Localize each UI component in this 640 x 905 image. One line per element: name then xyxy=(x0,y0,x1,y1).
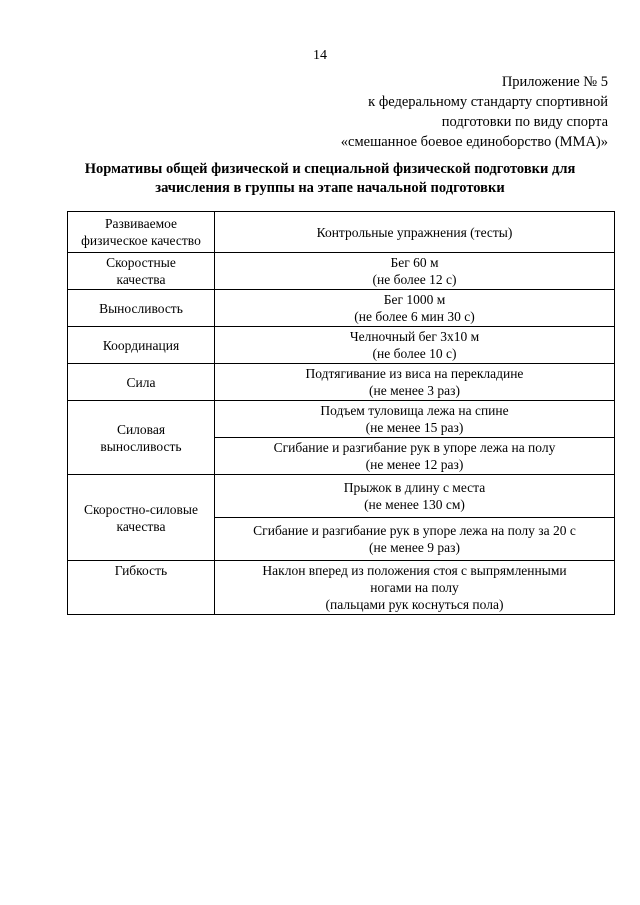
document-title xyxy=(60,160,600,198)
quality-cell xyxy=(68,561,215,615)
test-cell xyxy=(215,401,615,438)
table-header-row xyxy=(68,212,615,253)
header-tests-cell xyxy=(215,212,615,253)
quality-cell xyxy=(68,253,215,290)
test-line: Сгибание и разгибание рук в упоре лежа на полу xyxy=(273,440,556,455)
title-line: зачисления в группы на этапе начальной подготовки xyxy=(155,180,505,196)
appendix-line: Приложение № 5 xyxy=(501,74,608,90)
test-cell xyxy=(215,561,615,615)
test-line: Прыжок в длину с места xyxy=(343,480,486,495)
test-line: Бег 60 м xyxy=(390,255,439,270)
test-line: Челночный бег 3x10 м xyxy=(349,329,480,344)
quality-line: Скоростно-силовые xyxy=(84,501,198,517)
table-row xyxy=(68,290,615,327)
test-line: (не менее 12 раз) xyxy=(365,457,464,472)
test-line: Бег 1000 м xyxy=(383,292,446,307)
quality-cell xyxy=(68,327,215,364)
quality-line: Координация xyxy=(102,337,180,353)
quality-line: качества xyxy=(116,518,166,534)
quality-line: качества xyxy=(116,272,166,287)
test-cell xyxy=(215,438,615,475)
test-line: Сгибание и разгибание рук в упоре лежа на полу за 20 с xyxy=(253,523,576,538)
test-cell xyxy=(215,475,615,518)
standards-table xyxy=(67,211,615,615)
quality-line: Выносливость xyxy=(99,300,183,316)
header-quality-line: Развиваемое xyxy=(104,216,178,231)
quality-line: Сила xyxy=(126,374,156,390)
table-row xyxy=(68,253,615,290)
title-line: Нормативы общей физической и специальной физической подготовки для xyxy=(84,161,576,177)
test-line: (не более 10 с) xyxy=(372,346,457,361)
quality-line: выносливость xyxy=(100,438,182,454)
test-line: Наклон вперед из положения стоя с выпрямленными xyxy=(262,563,567,578)
quality-cell xyxy=(68,290,215,327)
quality-line: Гибкость xyxy=(114,563,168,578)
quality-cell xyxy=(68,475,215,561)
test-cell xyxy=(215,327,615,364)
header-quality-line: физическое качество xyxy=(81,233,201,248)
test-line: (не более 12 с) xyxy=(372,272,457,287)
header-quality-cell xyxy=(68,212,215,253)
appendix-line: «смешанное боевое единоборство (ММА)» xyxy=(340,134,608,150)
test-cell xyxy=(215,364,615,401)
table-row xyxy=(68,327,615,364)
test-cell xyxy=(215,290,615,327)
appendix-line: к федеральному стандарту спортивной xyxy=(368,94,608,110)
test-cell xyxy=(215,518,615,561)
test-line: (не менее 15 раз) xyxy=(365,420,464,435)
test-line: (не менее 3 раз) xyxy=(369,383,460,398)
header-tests-label: Контрольные упражнения (тесты) xyxy=(316,224,513,240)
test-line: ногами на полу xyxy=(370,580,459,595)
test-line: Подъем туловища лежа на спине xyxy=(320,403,509,418)
table-row xyxy=(68,401,615,438)
quality-cell xyxy=(68,364,215,401)
table-row xyxy=(68,475,615,518)
test-line: Подтягивание из виса на перекладине xyxy=(305,366,524,381)
test-line: (пальцами рук коснуться пола) xyxy=(325,597,504,612)
page-number: 14 xyxy=(313,48,327,63)
table-row xyxy=(68,561,615,615)
quality-line: Силовая xyxy=(116,421,166,437)
test-line: (не более 6 мин 30 с) xyxy=(354,309,475,324)
appendix-header xyxy=(341,72,608,152)
test-line: (не менее 9 раз) xyxy=(369,540,460,555)
quality-cell xyxy=(68,401,215,475)
test-line: (не менее 130 см) xyxy=(364,497,465,512)
test-cell xyxy=(215,253,615,290)
quality-line: Скоростные xyxy=(106,255,176,270)
appendix-line: подготовки по виду спорта xyxy=(441,114,608,130)
table-row xyxy=(68,364,615,401)
